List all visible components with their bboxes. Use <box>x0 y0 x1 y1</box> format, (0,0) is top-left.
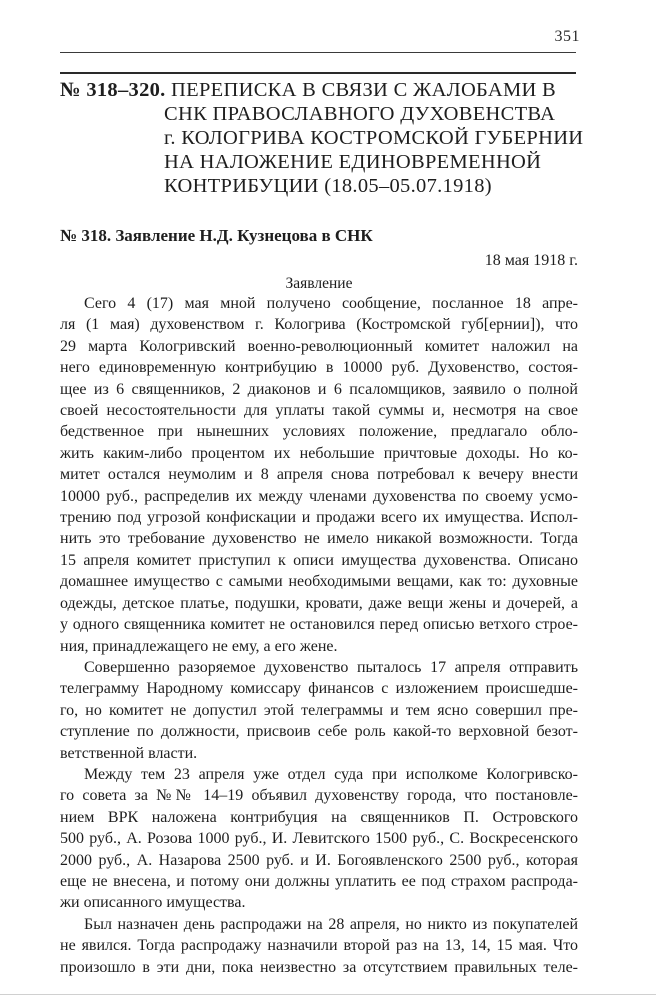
paragraph-line: своей несостоятельности для уплаты такой суммы и, несмотря на свое <box>60 402 578 420</box>
paragraph-line: жить каким-либо процентом их небольшие причтовые доходы. Но ко- <box>60 444 578 462</box>
paragraph-line: митет остался неумолим и 8 апреля снова потребовал к вечеру внести <box>60 466 578 484</box>
paragraph-line: домашнее имущество с самыми необходимыми вещами, как то: духовные <box>60 573 578 591</box>
paragraph-line: Сего 4 (17) мая мной получено сообщение, посланное 18 апре- <box>84 295 578 312</box>
paragraph <box>60 914 578 978</box>
paragraph-line: ния, принадлежащего не ему, а его жене. <box>60 637 338 655</box>
paragraph-line: Совершенно разоряемое духовенство пыталось 17 апреля отправить <box>84 658 578 676</box>
paragraph <box>60 764 578 914</box>
document-title: № 318. Заявление Н.Д. Кузнецова в СНК <box>60 226 373 245</box>
paragraph-line: го совета за №№ 14–19 объявил духовенству города, что постановле- <box>60 787 578 805</box>
section-title-line: г. КОЛОГРИВА КОСТРОМСКОЙ ГУБЕРНИИ <box>164 127 584 149</box>
page-bottom-edge <box>0 994 656 995</box>
paragraph-line: ля (1 мая) духовенством г. Кологрива (Костромской губ[ернии]), что <box>60 316 578 334</box>
paragraph-line: нить это требование духовенство не имело никакой возможности. Тогда <box>60 530 578 548</box>
paragraph-line: еще не внесена, и потому они должны уплатить ее под страхом распрода- <box>60 872 578 890</box>
paragraph-line: трению под угрозой конфискации и продажи всего их имущества. Испол- <box>60 509 578 527</box>
paragraph-line: Между тем 23 апреля уже отдел суда при исполкоме Кологривско- <box>84 765 578 783</box>
paragraph-line: 15 апреля комитет приступил к описи имущества духовенства. Описано <box>60 551 578 569</box>
paragraph-line: не явился. Тогда распродажу назначили второй раз на 13, 14, 15 мая. Что <box>60 937 578 955</box>
paragraph-line: него единовременную контрибуцию в 10000 руб. Духовенство, состоя- <box>60 359 578 377</box>
section-heading-line <box>60 78 580 102</box>
paragraph-line: одежды, детское платье, подушки, кровати, даже вещи жены и дочерей, а <box>60 594 578 612</box>
section-title-line: ПЕРЕПИСКА В СВЯЗИ С ЖАЛОБАМИ В <box>171 79 556 101</box>
paragraph <box>60 657 578 764</box>
section-divider <box>60 72 576 74</box>
paragraph-line: бедственное при нынешних условиях положение, предлагало обло- <box>60 423 578 441</box>
document-date: 18 мая 1918 г. <box>484 252 578 269</box>
paragraph-line: го, но комитет не допустил этой телеграммы и тем ясно совершил пре- <box>60 701 578 719</box>
section-number: № 318–320. <box>60 79 166 101</box>
paragraph-line: нием ВРК наложена контрибуция на священников П. Островского <box>60 808 578 826</box>
paragraph-line: произошло в эти дни, пока неизвестно за отсутствием правильных теле- <box>60 958 578 976</box>
section-heading <box>60 78 584 198</box>
paragraph <box>60 293 578 657</box>
paragraph-line: Был назначен день распродажи на 28 апреля, но никто из покупателей <box>84 915 578 933</box>
paragraph-line: щее из 6 священников, 2 диаконов и 6 псаломщиков, заявило о полной <box>60 380 578 398</box>
page-number: 351 <box>554 28 580 45</box>
paragraph-line: жи описанного имущества. <box>60 894 246 912</box>
paragraph-line: ветственной власти. <box>60 744 198 762</box>
paragraph-line: 29 марта Кологривский военно-революционный комитет наложил на <box>60 337 578 355</box>
section-title-line: НА НАЛОЖЕНИЕ ЕДИНОВРЕМЕННОЙ <box>164 151 542 173</box>
section-title-line: СНК ПРАВОСЛАВНОГО ДУХОВЕНСТВА <box>164 103 556 125</box>
header-divider <box>60 52 576 53</box>
paragraph-line: у одного священника комитет не остановился перед описью ветхого строе- <box>60 616 578 634</box>
document-label: Заявление <box>285 275 353 292</box>
paragraph-line: 2000 руб., А. Назарова 2500 руб. и И. Богоявленского 2500 руб., которая <box>60 851 578 869</box>
paragraph-line: 10000 руб., распределив их между членами духовенства по своему усмо- <box>60 487 578 505</box>
document-body <box>60 293 578 978</box>
paragraph-line: 500 руб., А. Розова 1000 руб., И. Левитского 1500 руб., С. Воскресенского <box>60 830 578 848</box>
paragraph-line: телеграмму Народному комиссару финансов с изложением происшедше- <box>60 680 578 698</box>
paragraph-line: ступление по должности, присвоив себе роль какой-то верховной безот- <box>60 723 578 741</box>
section-title-line: КОНТРИБУЦИИ (18.05–05.07.1918) <box>164 175 492 197</box>
